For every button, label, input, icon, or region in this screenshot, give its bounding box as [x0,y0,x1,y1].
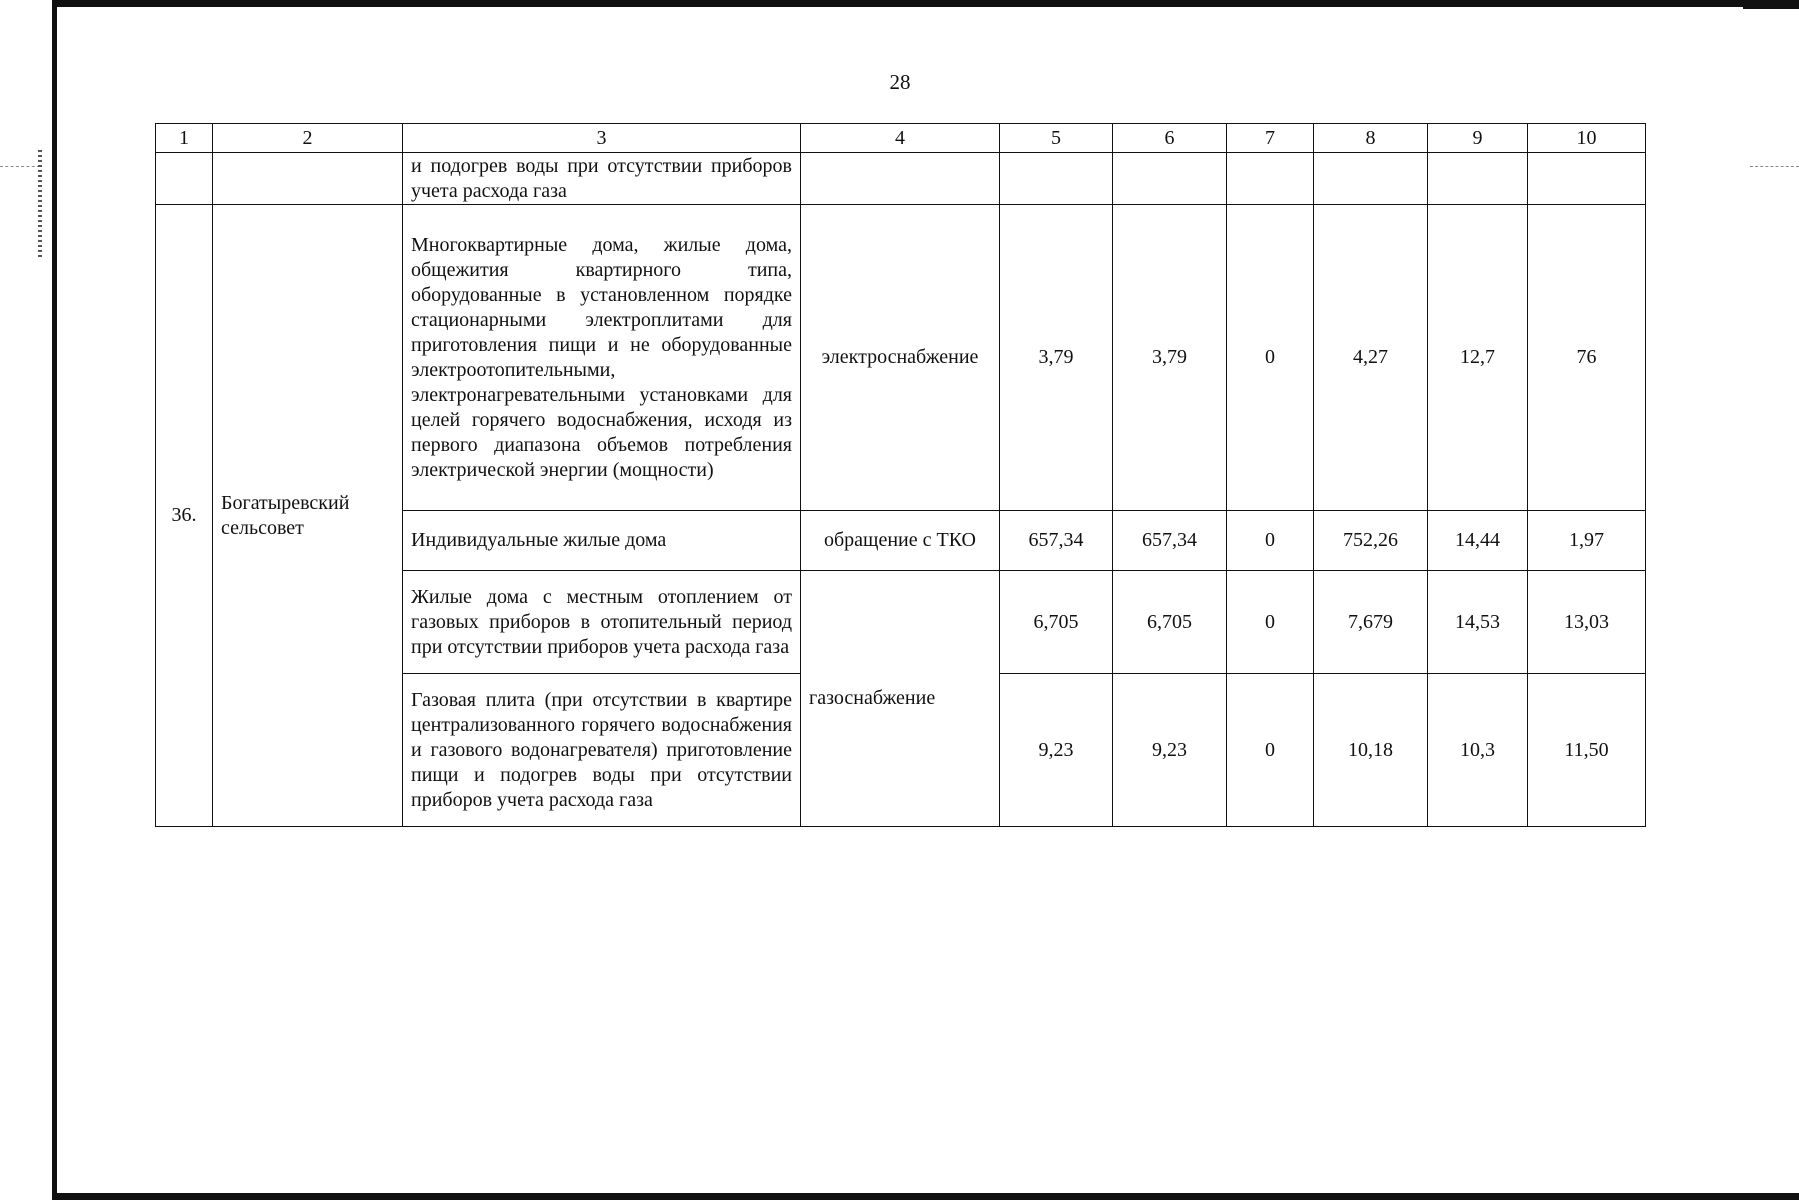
row-description: Индивидуальные жилые дома [403,511,801,571]
empty-cell [1113,153,1227,205]
column-number: 6 [1113,124,1227,153]
service-type: электроснабжение [801,205,1000,511]
service-type: обращение с ТКО [801,511,1000,571]
column-number: 9 [1428,124,1528,153]
cell-value: 7,679 [1314,571,1428,674]
cell-value: 6,705 [1000,571,1113,674]
column-number: 2 [213,124,403,153]
cell-value: 6,705 [1113,571,1227,674]
column-number: 5 [1000,124,1113,153]
cell-value: 9,23 [1000,674,1113,827]
scan-binding-marks [38,150,42,260]
cell-value: 0 [1227,674,1314,827]
cell-value: 657,34 [1000,511,1113,571]
service-type: газоснабжение [801,571,1000,827]
cell-value: 657,34 [1113,511,1227,571]
cell-value: 14,44 [1428,511,1528,571]
empty-cell [156,153,213,205]
scan-border-left [52,0,57,1200]
cell-value: 0 [1227,571,1314,674]
column-numbers-row [156,124,1646,153]
cell-value: 12,7 [1428,205,1528,511]
row-description: Многоквартирные дома, жилые дома, общежития квартирного типа, оборудованные в установленном порядке стационарными электроплитами для приготовления пищи и не оборудованные электроотопительными, электронагревательными установками для целей горячего водоснабжения, исходя из первого диапазона объемов потребления электрической энергии (мощности) [403,205,801,511]
cell-value: 752,26 [1314,511,1428,571]
empty-cell [213,153,403,205]
cell-value: 4,27 [1314,205,1428,511]
continuation-description: и подогрев воды при отсутствии приборов учета расхода газа [403,153,801,205]
row-description: Жилые дома с местным отоплением от газовых приборов в отопительный период при отсутствии приборов учета расхода газа [403,571,801,674]
empty-cell [1314,153,1428,205]
column-number: 10 [1528,124,1646,153]
cell-value: 11,50 [1528,674,1646,827]
cell-value: 9,23 [1113,674,1227,827]
empty-cell [801,153,1000,205]
cell-value: 3,79 [1000,205,1113,511]
column-number: 1 [156,124,213,153]
column-number: 3 [403,124,801,153]
table-row [156,205,1646,511]
cell-value: 10,18 [1314,674,1428,827]
cell-value: 1,97 [1528,511,1646,571]
column-number: 8 [1314,124,1428,153]
cell-value: 13,03 [1528,571,1646,674]
row-description: Газовая плита (при отсутствии в квартире централизованного горячего водоснабжения и газового водонагревателя) приготовление пищи и подогрев воды при отсутствии приборов учета расхода газа [403,674,801,827]
cell-value: 3,79 [1113,205,1227,511]
empty-cell [1000,153,1113,205]
empty-cell [1428,153,1528,205]
empty-cell [1227,153,1314,205]
page-number: 28 [889,70,911,94]
column-number: 7 [1227,124,1314,153]
scan-mark-right [1750,166,1799,167]
cell-value: 0 [1227,511,1314,571]
cell-value: 10,3 [1428,674,1528,827]
tariff-table [155,123,1646,827]
continuation-row [156,153,1646,205]
scan-mark-left [0,166,40,167]
cell-value: 14,53 [1428,571,1528,674]
scan-border-top [52,0,1799,7]
scan-border-corner [1743,0,1799,9]
empty-cell [1528,153,1646,205]
scan-border-bottom [52,1193,1799,1200]
municipality-name: Богатыревский сельсовет [213,205,403,827]
entry-number: 36. [156,205,213,827]
column-number: 4 [801,124,1000,153]
cell-value: 0 [1227,205,1314,511]
cell-value: 76 [1528,205,1646,511]
